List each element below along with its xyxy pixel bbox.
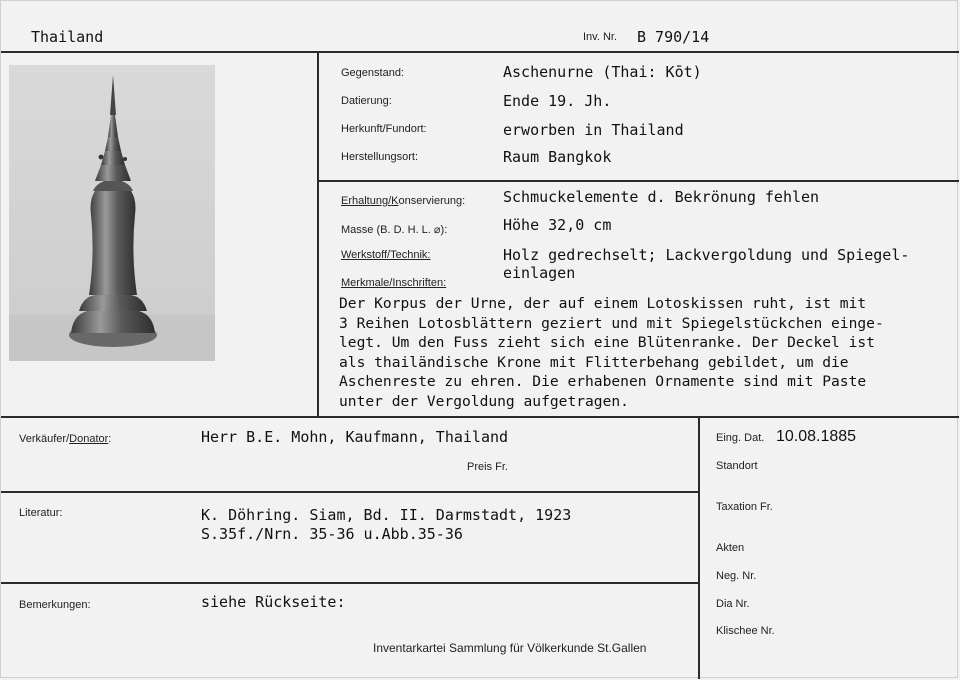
- standort-label: Standort: [716, 460, 758, 472]
- dia-nr-label: Dia Nr.: [716, 598, 750, 610]
- seller-label-c: :: [108, 433, 112, 445]
- footer-note: Inventarkartei Sammlung für Völkerkunde St.Gallen: [373, 641, 647, 655]
- urn-photo-icon: [9, 65, 215, 361]
- seller-value: Herr B.E. Mohn, Kaufmann, Thailand: [201, 428, 509, 446]
- divider-main: [1, 416, 959, 418]
- literatur-line2: S.35f./Nrn. 35-36 u.Abb.35-36: [201, 525, 463, 543]
- erhaltung-label-part3: onservierung:: [398, 195, 466, 207]
- herkunft-label: Herkunft/Fundort:: [341, 123, 427, 135]
- description-text: Der Korpus der Urne, der auf einem Lotoskissen ruht, ist mit 3 Reihen Lotosblättern geziert und mit Spiegelstückchen einge- legt. Um den Fuss zieht sich eine Blütenranke. Der Deckel ist als thailändische Krone mit Flitterbehang gebildet, um die Aschenreste zu ehren. Die erhabenen Ornamente sind mit Paste unter der Vergoldung aufgetragen.: [339, 295, 884, 410]
- bemerkungen-label: Bemerkungen:: [19, 599, 91, 611]
- eing-dat-label: Eing. Dat.: [716, 432, 765, 444]
- werkstoff-label-text: Werkstoff/Technik:: [341, 249, 431, 261]
- datierung-label: Datierung:: [341, 95, 392, 107]
- seller-label-a: Verkäufer/: [19, 433, 70, 445]
- neg-nr-label: Neg. Nr.: [716, 570, 757, 582]
- werkstoff-value-line1: Holz gedrechselt; Lackvergoldung und Spiegel-: [503, 246, 910, 264]
- erhaltung-label: [341, 195, 465, 207]
- eing-dat-value: 10.08.1885: [776, 428, 857, 445]
- inv-nr-label: Inv. Nr.: [583, 31, 618, 43]
- werkstoff-label: [341, 249, 430, 261]
- inv-nr-value: B 790/14: [637, 28, 710, 46]
- herstellungsort-value: Raum Bangkok: [503, 148, 612, 166]
- divider-literatur: [1, 582, 699, 584]
- divider-side: [698, 416, 700, 679]
- erhaltung-value: Schmuckelemente d. Bekrönung fehlen: [503, 188, 820, 206]
- bemerkungen-value: siehe Rückseite:: [201, 593, 346, 611]
- divider-photo: [317, 51, 319, 417]
- object-photo: [9, 65, 215, 361]
- literatur-label: Literatur:: [19, 507, 63, 519]
- seller-label: [19, 433, 111, 445]
- datierung-value: Ende 19. Jh.: [503, 92, 612, 110]
- taxation-label: Taxation Fr.: [716, 501, 773, 513]
- preis-label: Preis Fr.: [467, 461, 508, 473]
- erhaltung-label-part2: K: [391, 195, 399, 207]
- masse-value: Höhe 32,0 cm: [503, 216, 612, 234]
- seller-label-b: Donator: [69, 433, 109, 445]
- merkmale-label-text: Merkmale/Inschriften:: [341, 277, 447, 289]
- country-heading: Thailand: [31, 28, 104, 46]
- literatur-line1: K. Döhring. Siam, Bd. II. Darmstadt, 1923: [201, 506, 572, 524]
- divider-seller: [1, 491, 699, 493]
- akten-label: Akten: [716, 542, 745, 554]
- erhaltung-label-part1: Erhaltung/: [341, 195, 392, 207]
- herstellungsort-label: Herstellungsort:: [341, 151, 419, 163]
- masse-label: Masse (B. D. H. L. ⌀):: [341, 224, 448, 236]
- werkstoff-value-line2: einlagen: [503, 264, 576, 282]
- gegenstand-value: Aschenurne (Thai: Kōt): [503, 63, 702, 81]
- divider-top: [1, 51, 959, 53]
- herkunft-value: erworben in Thailand: [503, 121, 684, 139]
- merkmale-label: [341, 277, 446, 289]
- divider-fields: [319, 180, 959, 182]
- klischee-nr-label: Klischee Nr.: [716, 625, 775, 637]
- gegenstand-label: Gegenstand:: [341, 67, 404, 79]
